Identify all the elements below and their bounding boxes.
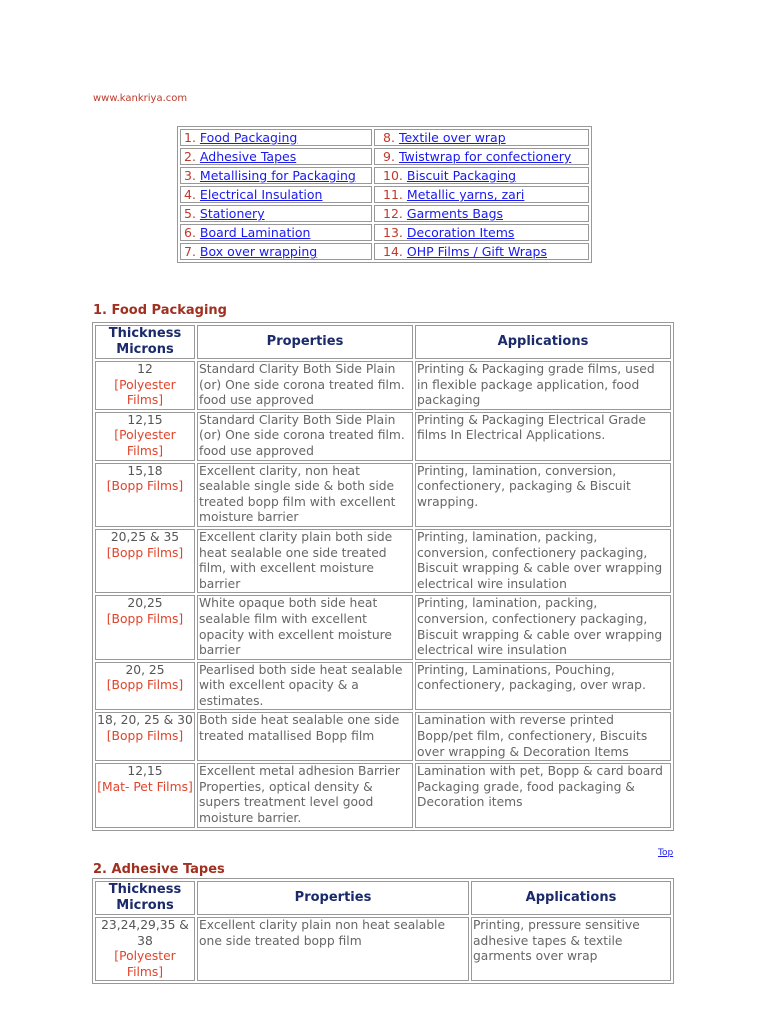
thickness-value: 20,25 — [127, 596, 163, 611]
thickness-cell — [95, 917, 195, 981]
properties-cell: Excellent metal adhesion Barrier Properties, optical density & supers treatment level good moisture barrier. — [197, 763, 413, 827]
table-row — [95, 763, 671, 827]
thickness-cell — [95, 662, 195, 711]
properties-cell: Standard Clarity Both Side Plain (or) One side corona treated film. food use approved — [197, 361, 413, 410]
applications-cell: Printing, lamination, conversion, confectionery, packaging & Biscuit wrapping. — [415, 463, 671, 527]
thickness-cell — [95, 463, 195, 527]
menu-number: 2. — [184, 149, 196, 164]
menu-row — [180, 167, 589, 184]
menu-number: 6. — [184, 225, 196, 240]
properties-cell: Excellent clarity plain non heat sealable one side treated bopp film — [197, 917, 469, 981]
menu-row — [180, 186, 589, 203]
menu-number: 13. — [383, 225, 403, 240]
menu-number: 10. — [383, 168, 403, 183]
menu-link[interactable]: Electrical Insulation — [199, 187, 323, 202]
thickness-value: 12,15 — [127, 412, 163, 427]
menu-number: 7. — [184, 244, 196, 259]
applications-cell: Lamination with reverse printed Bopp/pet film, confectionery, Biscuits over wrapping & Decoration Items — [415, 712, 671, 761]
film-type: [Polyester Films] — [114, 949, 176, 979]
thickness-cell — [95, 763, 195, 827]
properties-cell: White opaque both side heat sealable film with excellent opacity with excellent moisture barrier — [197, 595, 413, 659]
applications-cell: Printing, lamination, packing, conversion, confectionery packaging, Biscuit wrapping & cable over wrapping electrical wire insulation — [415, 595, 671, 659]
table-row — [95, 463, 671, 527]
menu-row — [180, 243, 589, 260]
menu-number: 3. — [184, 168, 196, 183]
table-row — [95, 529, 671, 593]
menu-cell — [180, 148, 372, 165]
section-title-adhesive-tapes: 2. Adhesive Tapes — [93, 862, 225, 877]
film-type: [Bopp Films] — [106, 729, 184, 744]
menu-cell — [180, 205, 372, 222]
header-applications: Applications — [415, 325, 671, 359]
menu-link[interactable]: Twistwrap for confectionery — [398, 149, 572, 164]
film-type: [Bopp Films] — [106, 545, 184, 560]
table-row — [95, 917, 671, 981]
film-type: [Mat- Pet Films] — [97, 779, 193, 794]
menu-cell — [374, 129, 589, 146]
menu-link[interactable]: Box over wrapping — [199, 244, 318, 259]
adhesive-tapes-table — [92, 878, 674, 984]
menu-link[interactable]: Metallic yarns, zari — [406, 187, 525, 202]
header-properties: Properties — [197, 325, 413, 359]
menu-link[interactable]: Garments Bags — [406, 206, 504, 221]
table-row — [95, 662, 671, 711]
menu-number: 1. — [184, 130, 196, 145]
menu-row — [180, 148, 589, 165]
menu-number: 11. — [383, 187, 403, 202]
menu-cell — [374, 148, 589, 165]
thickness-value: 12 — [137, 362, 153, 376]
menu-link[interactable]: OHP Films / Gift Wraps — [406, 244, 547, 259]
applications-cell: Printing, lamination, packing, conversion, confectionery packaging, Biscuit wrapping & cable over wrapping electrical wire insulation — [415, 529, 671, 593]
menu-row — [180, 224, 589, 241]
menu-number: 12. — [383, 206, 403, 221]
menu-number: 9. — [383, 149, 395, 164]
menu-cell — [180, 224, 372, 241]
menu-link[interactable]: Metallising for Packaging — [199, 168, 356, 183]
thickness-value: 20,25 & 35 — [110, 529, 180, 544]
thickness-value: 18, 20, 25 & 30 — [97, 713, 193, 728]
thickness-value: 12,15 — [127, 764, 163, 779]
top-link[interactable]: Top — [658, 848, 674, 858]
menu-number: 5. — [184, 206, 196, 221]
table-row — [95, 361, 671, 410]
header-thickness: Thickness Microns — [95, 325, 195, 359]
header-thickness: Thickness Microns — [95, 881, 195, 915]
applications-cell: Printing, pressure sensitive adhesive tapes & textile garments over wrap — [471, 917, 671, 981]
applications-cell: Printing & Packaging Electrical Grade films In Electrical Applications. — [415, 412, 671, 461]
menu-cell — [374, 186, 589, 203]
thickness-value: 23,24,29,35 & 38 — [101, 918, 189, 948]
thickness-value: 15,18 — [127, 463, 163, 478]
menu-link[interactable]: Board Lamination — [199, 225, 311, 240]
menu-link[interactable]: Textile over wrap — [398, 130, 506, 145]
thickness-value: 20, 25 — [125, 662, 165, 677]
film-type: [Bopp Films] — [106, 479, 184, 494]
properties-cell: Pearlised both side heat sealable with excellent opacity & a estimates. — [197, 662, 413, 711]
properties-cell: Both side heat sealable one side treated matallised Bopp film — [197, 712, 413, 761]
menu-number: 14. — [383, 244, 403, 259]
menu-number: 4. — [184, 187, 196, 202]
properties-cell: Excellent clarity, non heat sealable single side & both side treated bopp film with excellent moisture barrier — [197, 463, 413, 527]
menu-cell — [374, 224, 589, 241]
section-title-food-packaging: 1. Food Packaging — [93, 303, 227, 318]
menu-link[interactable]: Adhesive Tapes — [199, 149, 297, 164]
film-type: [Polyester Films] — [114, 377, 176, 408]
table-row — [95, 412, 671, 461]
menu-cell — [374, 243, 589, 260]
menu-number: 8. — [383, 130, 395, 145]
menu-link[interactable]: Decoration Items — [406, 225, 515, 240]
applications-cell: Printing, Laminations, Pouching, confectionery, packaging, over wrap. — [415, 662, 671, 711]
film-type: [Bopp Films] — [106, 678, 184, 693]
header-applications: Applications — [471, 881, 671, 915]
menu-link[interactable]: Biscuit Packaging — [406, 168, 517, 183]
menu-cell — [180, 129, 372, 146]
table-row — [95, 595, 671, 659]
thickness-cell — [95, 412, 195, 461]
menu-cell — [180, 243, 372, 260]
thickness-cell — [95, 712, 195, 761]
thickness-cell — [95, 529, 195, 593]
menu-cell — [374, 167, 589, 184]
site-url: www.kankriya.com — [93, 93, 188, 104]
thickness-cell — [95, 595, 195, 659]
menu-link[interactable]: Stationery — [199, 206, 265, 221]
food-packaging-table — [92, 322, 674, 831]
menu-link[interactable]: Food Packaging — [199, 130, 298, 145]
menu-cell — [374, 205, 589, 222]
properties-cell: Standard Clarity Both Side Plain (or) One side corona treated film. food use approved — [197, 412, 413, 461]
thickness-cell — [95, 361, 195, 410]
applications-cell: Printing & Packaging grade films, used in flexible package application, food packaging — [415, 361, 671, 410]
menu-cell — [180, 167, 372, 184]
applications-cell: Lamination with pet, Bopp & card board Packaging grade, food packaging & Decoration items — [415, 763, 671, 827]
header-properties: Properties — [197, 881, 469, 915]
menu-row — [180, 205, 589, 222]
menu-cell — [180, 186, 372, 203]
properties-cell: Excellent clarity plain both side heat sealable one side treated film, with excellent moisture barrier — [197, 529, 413, 593]
film-type: [Bopp Films] — [106, 611, 184, 626]
table-row — [95, 712, 671, 761]
category-menu — [177, 126, 592, 263]
film-type: [Polyester Films] — [114, 428, 176, 458]
menu-row — [180, 129, 589, 146]
